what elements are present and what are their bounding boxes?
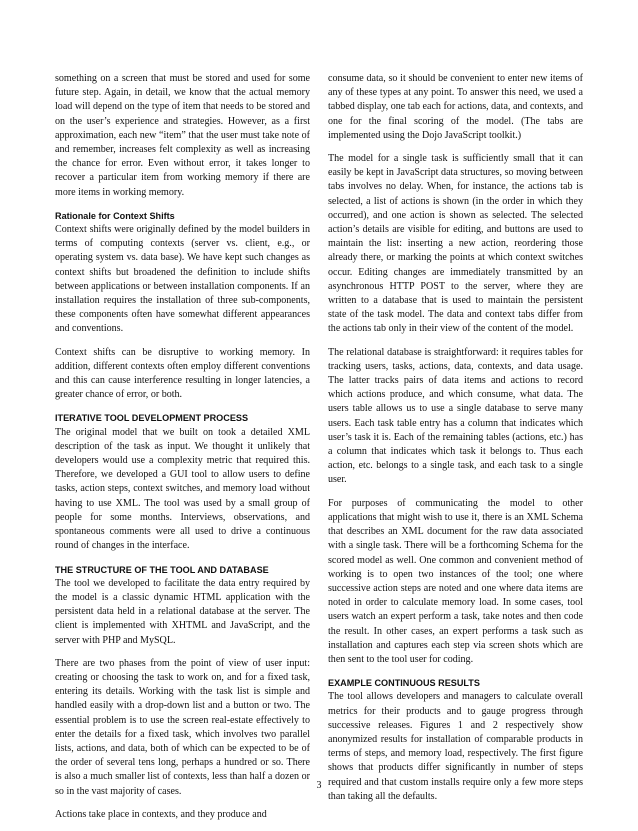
- paragraph: Actions take place in contexts, and they produce and: [55, 808, 267, 820]
- paragraph: Context shifts were originally defined by the model builders in terms of computing contexts (server vs. client, e.g., or operating system vs. data base). We have kept such changes as context shifts but broadened the definition to include shifts between applications or between installation components. If an installation requires the installation of three sub-components, these components often have somewhat different appearances and conventions.: [55, 224, 310, 335]
- left-column: [55, 72, 310, 831]
- paragraph: For purposes of communicating the model to other applications that might wish to use it, there is an XML Schema that describes an XML document for the raw data associated with a single task. There will be a forthcoming Schema for the scored model as well. One common and convenient method of working is to open two instances of the tool; one where successive action steps are noted and one where data items are noted in order to calculate memory load. In some cases, tool users watch an expert perform a task, take notes and then code the result. In other cases, an expert performs a task such as installation and captures each step via screen shots which are then sent to the tool user for coding.: [328, 497, 583, 665]
- section-heading: THE STRUCTURE OF THE TOOL AND DATABASE: [55, 564, 269, 575]
- page-number: 3: [316, 780, 322, 791]
- paragraph: The tool we developed to facilitate the data entry required by the model is a classic dynamic HTML application with the persistent data held in a relational database at the server. The client is implemented with XHTML and JavaScript, and the server with PHP and MySQL.: [55, 577, 310, 646]
- paragraph: consume data, so it should be convenient to enter new items of any of these types at any point. To answer this need, we used a tabbed display, one tab each for actions, data, and contexts, and one for the final scoring of the model. (The tabs are implemented using the Dojo JavaScript toolkit.): [328, 73, 583, 141]
- paragraph: The model for a single task is sufficiently small that it can easily be kept in JavaScript data structures, so moving between tabs involves no delay. When, for instance, the actions tab is selected, a list of actions is shown (in the order in which they occurred), and one action is shown as selected. The selected action’s details are visible for editing, and buttons are used to maintain the list: inserting a new action, reordering those already there, or marking the points at which context switches occur. Editing changes are immediately transmitted by an asynchronous HTTP POST to the server, where they are written to a database that is used to maintain the persistent state of the task model. The data and context tabs differ from the actions tab only in their view of the content of the model.: [328, 153, 583, 335]
- paragraph: Context shifts can be disruptive to working memory. In addition, different contexts often employ different conventions and this can cause interference resulting in longer latencies, a greater chance of error, or both.: [55, 346, 310, 401]
- right-column: [328, 72, 583, 813]
- paragraph: There are two phases from the point of view of user input: creating or choosing the task to work on, and for a fixed task, entering its details. Working with the task list is simple and handled easily with a drop-down list and a button or two. The essential problem is to use the screen real-estate effectively to enter the details for a fixed task, which involves two parallel lists, actions, and data, both of which can be expected to be of the order of several tens long, perhaps a hundred or so. There is also a much smaller list of contexts, less than half a dozen or so in the vast majority of cases.: [55, 657, 310, 797]
- section-heading: ITERATIVE TOOL DEVELOPMENT PROCESS: [55, 413, 249, 424]
- paragraph: The relational database is straightforward: it requires tables for tracking users, tasks, actions, data, contexts, and data usage. The latter tracks pairs of data items and actions to record which actions produce, and which consume, what data. The users table allows us to use a single database to serve many users. Each task table entry has a column that indicates which user’s task it is. Each of the remaining tables (actions, etc.) has a column that indicates which task it belongs to. Thus each action, etc. belongs to a single task, and each task to a single user.: [328, 346, 583, 486]
- section-heading: EXAMPLE CONTINUOUS RESULTS: [328, 678, 480, 689]
- paragraph: The tool allows developers and managers to calculate overall metrics for their products and to gauge progress through successive releases. Figures 1 and 2 respectively show anonymized results for installation of comparable products in terms of steps, and memory load, respectively. The first figure shows that products differ significantly in number of steps required and that custom installs require only a few more steps than taking all the defaults.: [328, 691, 583, 802]
- paragraph: something on a screen that must be stored and used for some future step. Again, in detail, we know that the actual memory load will depend on the type of item that needs to be stored and on the user’s experience and strategies. However, as a first approximation, each new “item” that the user must take note of and remember, increases felt complexity as well as increasing the chance for error. Even without error, it takes longer to recover a particular item from working memory if there are more items in working memory.: [55, 73, 310, 198]
- paragraph: The original model that we built on took a detailed XML description of the task as input. We thought it unlikely that developers would use a complexity metric that required this. Therefore, we developed a GUI tool to allow users to define tasks, action steps, context switches, and memory load without having to use XML. The tool was used by a small group of people for some months. Interviews, observations, and spontaneous comments were all used to drive a continuous round of changes in the interface.: [55, 426, 310, 552]
- section-heading: Rationale for Context Shifts: [55, 210, 175, 221]
